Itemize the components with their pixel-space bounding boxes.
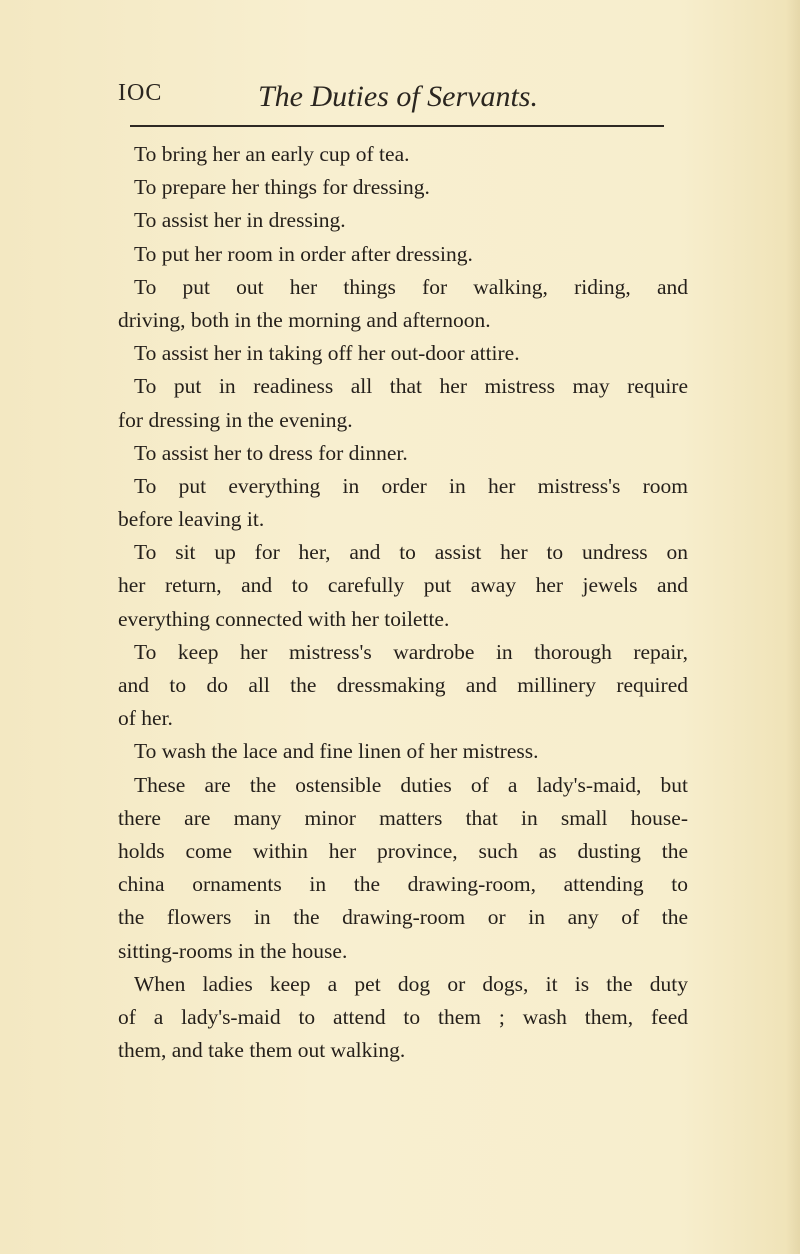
text-line: To put her room in order after dressing.	[134, 241, 473, 266]
text-line: To bring her an early cup of tea.	[134, 142, 410, 166]
text-line: driving, both in the morning and afternoon.	[118, 307, 491, 332]
text-line: To put everything in order in her mistress's room	[134, 473, 688, 498]
text-line: and to do all the dressmaking and millinery required	[118, 673, 688, 697]
text-line: To prepare her things for dressing.	[134, 175, 430, 200]
text-line: These are the ostensible duties of a lady's-maid, but	[134, 772, 688, 797]
text-line: To assist her to dress for dinner.	[134, 440, 408, 465]
header-rule	[130, 125, 664, 127]
text-line: holds come within her province, such as dusting the	[118, 838, 688, 863]
text-line: To wash the lace and fine linen of her mistress.	[134, 739, 539, 764]
text-line: china ornaments in the drawing-room, attending to	[118, 872, 688, 897]
text-line: To assist her in dressing.	[134, 208, 346, 233]
text-line: To assist her in taking off her out-door attire.	[134, 341, 520, 366]
page-edge-shadow	[786, 0, 800, 1254]
body-text	[118, 138, 688, 1067]
text-line: When ladies keep a pet dog or dogs, it is the duty	[134, 971, 688, 996]
text-line: of her.	[118, 706, 173, 731]
page-number: IOC	[118, 80, 163, 106]
running-title: The Duties of Servants.	[258, 80, 538, 113]
text-line: the flowers in the drawing-room or in any of the	[118, 905, 688, 930]
text-line: To put out her things for walking, riding, and	[134, 274, 688, 299]
text-line: To keep her mistress's wardrobe in thorough repair,	[134, 639, 688, 664]
text-line: everything connected with her toilette.	[118, 606, 450, 631]
text-line: To sit up for her, and to assist her to undress on	[134, 540, 688, 565]
text-line: for dressing in the evening.	[118, 407, 353, 432]
text-line: To put in readiness all that her mistress may require	[134, 374, 688, 399]
text-line: her return, and to carefully put away her jewels and	[118, 573, 688, 598]
text-line: sitting-rooms in the house.	[118, 938, 348, 963]
text-line: of a lady's-maid to attend to them ; wash them, feed	[118, 1004, 688, 1029]
running-head	[118, 80, 688, 116]
text-line: there are many minor matters that in small house-	[118, 805, 688, 830]
text-line: before leaving it.	[118, 507, 265, 532]
text-line: them, and take them out walking.	[118, 1038, 406, 1063]
